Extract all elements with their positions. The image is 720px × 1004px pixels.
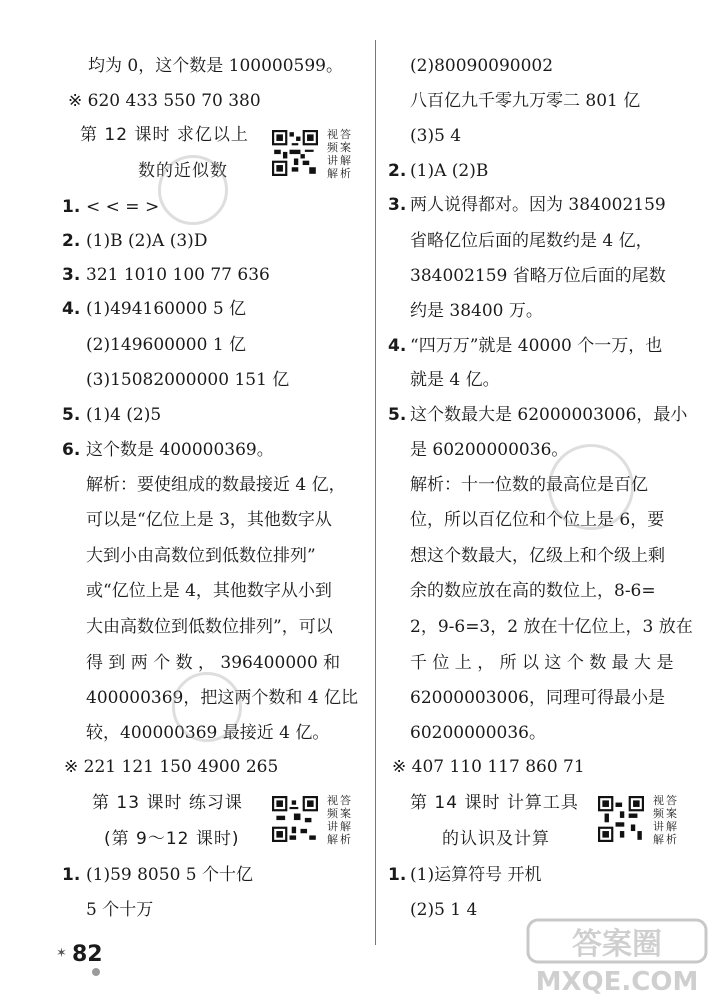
section-subtitle: 数的近似数 [138,161,228,181]
qr-pattern-icon [598,796,644,842]
question-number: 6. [62,440,81,460]
question-number: 4. [388,336,407,356]
analysis-line: 或“亿位上是 4，其他数字从小到 [86,581,332,601]
answer-line: 省略亿位后面的尾数约是 4 亿， [410,231,653,251]
section-title: 第 14 课时 计算工具 [410,793,579,813]
section-title: 第 13 课时 练习课 [92,793,243,813]
answer-line: 5 个十万 [86,900,154,920]
answer-line: 八百亿九千零九万零二 801 亿 [410,91,641,111]
answer-line: < < = > [86,197,160,217]
question-number: 4. [62,299,81,319]
svg-text:答案圈: 答案圈 [572,927,662,962]
analysis-line: 解析：要使组成的数最接近 4 亿， [86,475,346,495]
question-number: 1. [388,865,407,885]
extra-answers: ※ 221 121 150 4900 265 [64,757,279,777]
watermark-icon [522,916,712,996]
question-number: 5. [388,405,407,425]
answer-line: (1)B (2)A (3)D [86,231,208,251]
analysis-line: 得 到 两 个 数 ， 396400000 和 [86,653,341,673]
answer-line: (2)5 1 4 [410,900,478,920]
qr-code[interactable] [272,796,318,842]
faint-stamp-icon [172,672,242,742]
question-number: 1. [62,865,81,885]
answer-line: 约是 38400 万。 [410,301,543,321]
question-number: 3. [388,195,407,215]
analysis-line: 位，所以百亿位和个位上是 6，要 [410,510,665,530]
analysis-line: 千 位 上 ， 所 以 这 个 数 最 大 是 [410,653,674,673]
analysis-line: 想这个数最大，亿级上和个级上剩 [410,546,665,566]
qr-pattern-icon [272,130,318,176]
question-number: 2. [388,161,407,181]
section-title: 第 12 课时 求亿以上 [80,125,249,145]
answer-line: (1)4 (2)5 [86,405,162,425]
extra-answers: ※ 407 110 117 860 71 [392,757,585,777]
qr-code[interactable] [598,796,644,842]
extra-answers: ※ 620 433 550 70 380 [68,91,261,111]
section-subtitle: 的认识及计算 [442,829,550,849]
column-divider [375,40,376,945]
answer-line: (1)运算符号 开机 [410,865,542,885]
answer-line: 是 60200000036。 [410,440,569,460]
question-number: 1. [62,197,81,217]
analysis-line: 400000369，把这两个数和 4 亿比 [86,688,358,708]
qr-caption: 视 答频 案讲 解解 析 [327,128,351,180]
analysis-line: 62000003006，同理可得最小是 [410,688,665,708]
star-icon: ✶ [56,946,67,961]
svg-text:MXQE.COM: MXQE.COM [535,967,699,996]
analysis-line: 较，400000369 最接近 4 亿。 [86,723,330,743]
answer-line: (1)59 8050 5 个十亿 [86,865,254,885]
watermark-logo [522,916,712,996]
answer-line: 就是 4 亿。 [410,370,500,390]
analysis-line: 解析：十一位数的最高位是百亿 [410,475,648,495]
faint-stamp-icon [548,444,634,530]
answer-line: 两人说得都对。因为 384002159 [410,195,666,215]
section-subtitle: (第 9～12 课时) [104,829,240,849]
answer-line: (2)149600000 1 亿 [86,335,247,355]
answer-line: (3)15082000000 151 亿 [86,370,290,390]
question-number: 3. [62,265,81,285]
answer-line: 这个数最大是 62000003006，最小 [410,405,688,425]
question-number: 5. [62,405,81,425]
text-line: 均为 0，这个数是 100000599。 [88,56,343,76]
answer-line: 384002159 省略万位后面的尾数 [410,266,666,286]
page-number: 82 [72,942,103,967]
analysis-line: 2，9-6=3，2 放在十亿位上，3 放在 [410,617,693,637]
qr-caption: 视 答频 案讲 解解 析 [653,794,677,846]
qr-code[interactable] [272,130,318,176]
answer-line: (3)5 4 [410,126,462,146]
analysis-line: 大由高数位到低数位排列”，可以 [86,617,333,637]
answer-line: 这个数是 400000369。 [86,440,274,460]
qr-pattern-icon [272,796,318,842]
analysis-line: 可以是“亿位上是 3，其他数字从 [86,510,332,530]
answer-line: (2)80090090002 [410,56,554,76]
qr-caption: 视 答频 案讲 解解 析 [327,794,351,846]
answer-line: 321 1010 100 77 636 [86,265,270,285]
analysis-line: 大到小由高数位到低数位排列” [86,546,316,566]
decorative-dot [92,968,100,976]
question-number: 2. [62,231,81,251]
answer-line: (1)A (2)B [410,161,489,181]
answer-line: “四万万”就是 40000 个一万，也 [410,336,663,356]
faint-stamp-icon [158,155,228,225]
analysis-line: 余的数应放在高的数位上，8-6= [410,581,656,601]
analysis-line: 60200000036。 [410,723,546,743]
answer-line: (1)494160000 5 亿 [86,299,247,319]
